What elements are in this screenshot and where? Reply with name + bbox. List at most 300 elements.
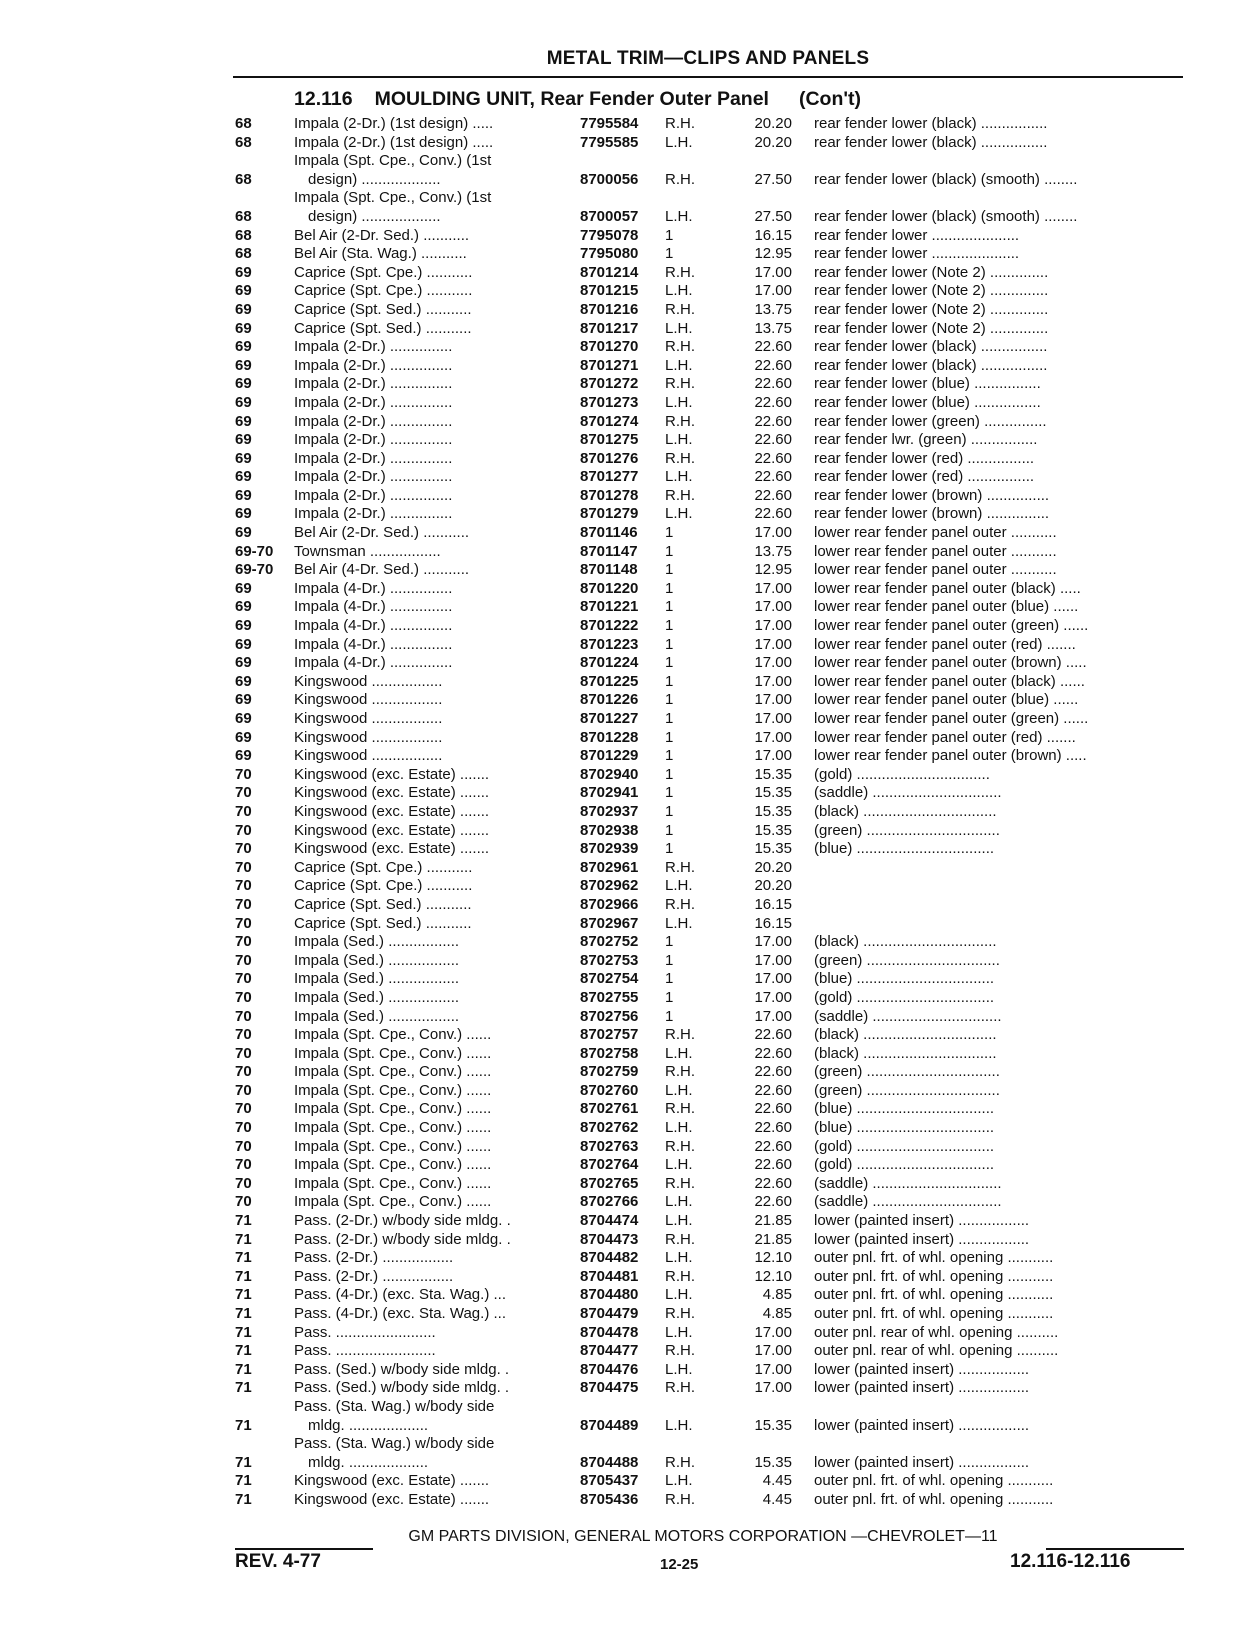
- table-row: [0, 1119, 1248, 1138]
- model-name-line: Kingswood .................: [294, 672, 443, 690]
- part-number: 8704482: [580, 1249, 639, 1267]
- part-description: rear fender lower (black) ................: [814, 133, 1048, 151]
- model-year: 69: [235, 505, 252, 523]
- part-number: 8704488: [580, 1453, 639, 1471]
- page-number: 12-25: [660, 1556, 699, 1573]
- side-or-qty: 1: [665, 988, 674, 1006]
- model-name-line: Impala (4-Dr.) ...............: [294, 635, 453, 653]
- model-year: 70: [235, 1081, 252, 1099]
- part-number: 8702753: [580, 951, 639, 969]
- part-description: (black) ................................: [814, 802, 997, 820]
- side-or-qty: R.H.: [665, 115, 695, 132]
- part-number: 8702967: [580, 914, 639, 932]
- table-row: [0, 859, 1248, 878]
- table-row: [0, 654, 1248, 673]
- table-row: [0, 1156, 1248, 1175]
- table-row: [0, 1138, 1248, 1157]
- part-number: 8702937: [580, 802, 639, 820]
- model-year: 69: [235, 375, 252, 393]
- part-number: 8701274: [580, 412, 639, 430]
- model-year: 69: [235, 486, 252, 504]
- price: 17.00: [754, 728, 792, 746]
- part-number: 8701225: [580, 672, 639, 690]
- model-name-continued: mldg. ...................: [308, 1453, 429, 1471]
- price: 12.95: [754, 245, 792, 263]
- table-row: [0, 1100, 1248, 1119]
- side-or-qty: L.H.: [665, 1360, 693, 1378]
- model-name-line: Impala (2-Dr.) ...............: [294, 338, 453, 356]
- part-description: outer pnl. frt. of whl. opening ...........: [814, 1249, 1054, 1267]
- table-row: [0, 673, 1248, 692]
- side-or-qty: R.H.: [665, 1342, 695, 1360]
- table-row: [0, 915, 1248, 934]
- table-row: [0, 1026, 1248, 1045]
- model-name-line: Kingswood (exc. Estate) .......: [294, 1472, 490, 1490]
- model-name-line: Kingswood .................: [294, 728, 443, 746]
- model-year: 68: [235, 170, 252, 188]
- model-name-line: Kingswood .................: [294, 691, 443, 709]
- model-name-line: Impala (2-Dr.) (1st design) .....: [294, 115, 494, 132]
- table-row: [0, 505, 1248, 524]
- part-description: rear fender lower (brown) ...............: [814, 486, 1050, 504]
- table-row: [0, 1398, 1248, 1435]
- model-year: 70: [235, 1007, 252, 1025]
- model-name: [294, 282, 558, 301]
- model-name-line: Impala (2-Dr.) ...............: [294, 431, 453, 449]
- part-description: (blue) .................................: [814, 1119, 995, 1137]
- model-name: [294, 450, 558, 469]
- part-description: lower (painted insert) .................: [814, 1360, 1030, 1378]
- table-row: [0, 264, 1248, 283]
- table-row: [0, 561, 1248, 580]
- part-number: 8704473: [580, 1230, 639, 1248]
- table-row: [0, 598, 1248, 617]
- model-name: [294, 1268, 558, 1287]
- model-year: 70: [235, 784, 252, 802]
- model-name-line: Townsman .................: [294, 542, 441, 560]
- table-row: [0, 357, 1248, 376]
- part-description: (black) ................................: [814, 1044, 997, 1062]
- part-description: outer pnl. rear of whl. opening ..........: [814, 1323, 1059, 1341]
- table-row: [0, 580, 1248, 599]
- table-row: [0, 1379, 1248, 1398]
- model-name: [294, 989, 558, 1008]
- side-or-qty: R.H.: [665, 1490, 695, 1508]
- price: 17.00: [754, 747, 792, 765]
- table-row: [0, 1193, 1248, 1212]
- model-name-line: Caprice (Spt. Cpe.) ...........: [294, 877, 473, 895]
- part-description: (saddle) ...............................: [814, 1174, 1002, 1192]
- model-name: [294, 710, 558, 729]
- side-or-qty: L.H.: [665, 1286, 693, 1304]
- part-number: 8702941: [580, 784, 639, 802]
- model-name: [294, 1379, 558, 1398]
- part-description: lower rear fender panel outer (blue) ......: [814, 598, 1079, 616]
- side-or-qty: R.H.: [665, 1305, 695, 1322]
- side-or-qty: 1: [665, 524, 674, 542]
- model-name-line: Bel Air (2-Dr. Sed.) ...........: [294, 226, 470, 244]
- model-year: 71: [235, 1342, 252, 1360]
- side-or-qty: L.H.: [665, 133, 693, 151]
- side-or-qty: 1: [665, 654, 674, 672]
- model-year: 68: [235, 115, 252, 132]
- model-year: 68: [235, 207, 252, 225]
- part-number: 8701228: [580, 728, 639, 746]
- model-year: 71: [235, 1212, 252, 1230]
- price: 22.60: [754, 505, 792, 523]
- side-or-qty: L.H.: [665, 356, 693, 374]
- price: 22.60: [754, 338, 792, 356]
- model-name-line: Caprice (Spt. Sed.) ...........: [294, 300, 472, 318]
- part-number: 8702757: [580, 1026, 639, 1044]
- part-number: 8702760: [580, 1081, 639, 1099]
- model-year: 70: [235, 1063, 252, 1081]
- model-name-line: Impala (4-Dr.) ...............: [294, 579, 453, 597]
- side-or-qty: R.H.: [665, 338, 695, 356]
- part-description: outer pnl. frt. of whl. opening ...........: [814, 1305, 1054, 1322]
- table-row: [0, 896, 1248, 915]
- side-or-qty: 1: [665, 598, 674, 616]
- model-name: [294, 561, 558, 580]
- part-number: 8704479: [580, 1305, 639, 1322]
- model-name: [294, 413, 558, 432]
- table-row: [0, 710, 1248, 729]
- part-number: 8702765: [580, 1174, 639, 1192]
- side-or-qty: 1: [665, 579, 674, 597]
- part-description: lower rear fender panel outer (black) .....: [814, 579, 1081, 597]
- price: 15.35: [754, 840, 792, 858]
- part-description: lower (painted insert) .................: [814, 1212, 1030, 1230]
- price: 17.00: [754, 672, 792, 690]
- model-name-line: Impala (4-Dr.) ...............: [294, 598, 453, 616]
- side-or-qty: R.H.: [665, 1379, 695, 1397]
- table-row: [0, 1175, 1248, 1194]
- table-row: [0, 375, 1248, 394]
- model-name-line: Impala (Spt. Cpe., Conv.) ......: [294, 1193, 492, 1211]
- model-name: [294, 859, 558, 878]
- price: 17.00: [754, 933, 792, 951]
- model-name: [294, 1063, 558, 1082]
- model-name-line: Kingswood (exc. Estate) .......: [294, 840, 490, 858]
- part-number: 8702939: [580, 840, 639, 858]
- part-description: outer pnl. rear of whl. opening ..........: [814, 1342, 1059, 1360]
- table-row: [0, 1305, 1248, 1324]
- price: 22.60: [754, 468, 792, 486]
- price: 22.60: [754, 1026, 792, 1044]
- model-name-line: Kingswood .................: [294, 747, 443, 765]
- model-name: [294, 1008, 558, 1027]
- model-year: 70: [235, 877, 252, 895]
- side-or-qty: R.H.: [665, 858, 695, 876]
- part-number: 8704476: [580, 1360, 639, 1378]
- part-number: 8701273: [580, 393, 639, 411]
- model-name-continued: design) ...................: [308, 170, 441, 188]
- model-year: 71: [235, 1490, 252, 1508]
- model-name-line: Impala (Spt. Cpe., Conv.) ......: [294, 1119, 492, 1137]
- table-row: [0, 338, 1248, 357]
- model-year: 69: [235, 672, 252, 690]
- model-name-line: Impala (Sed.) .................: [294, 933, 460, 951]
- part-number: 7795585: [580, 133, 639, 151]
- part-description: rear fender lower (green) ...............: [814, 412, 1047, 430]
- model-year: 71: [235, 1416, 252, 1434]
- table-row: [0, 766, 1248, 785]
- model-name-line: Impala (Sed.) .................: [294, 951, 460, 969]
- model-name-line: Pass. (2-Dr.) .................: [294, 1249, 454, 1267]
- part-number: 8702761: [580, 1100, 639, 1118]
- part-description: rear fender lower .....................: [814, 245, 1020, 263]
- price: 17.00: [754, 691, 792, 709]
- part-number: 8702966: [580, 895, 639, 913]
- model-name-line: Impala (Spt. Cpe., Conv.) ......: [294, 1026, 492, 1044]
- part-number: 8700056: [580, 170, 639, 188]
- price: 20.20: [754, 115, 792, 132]
- model-name: [294, 1491, 558, 1510]
- model-name: [294, 338, 558, 357]
- part-number: 8702759: [580, 1063, 639, 1081]
- side-or-qty: R.H.: [665, 170, 695, 188]
- model-name: [294, 1398, 558, 1435]
- model-year: 69: [235, 598, 252, 616]
- model-name-line: Impala (2-Dr.) ...............: [294, 393, 453, 411]
- part-number: 8704475: [580, 1379, 639, 1397]
- table-row: [0, 450, 1248, 469]
- part-description: lower (painted insert) .................: [814, 1230, 1030, 1248]
- table-row: [0, 1472, 1248, 1491]
- part-description: lower rear fender panel outer (green) ......: [814, 710, 1089, 727]
- part-description: lower rear fender panel outer (green) ......: [814, 617, 1089, 635]
- model-year: 69: [235, 524, 252, 542]
- section-heading: [294, 88, 861, 111]
- part-number: 7795584: [580, 115, 639, 132]
- part-number: 8704474: [580, 1212, 639, 1230]
- model-year: 69-70: [235, 561, 274, 579]
- model-name: [294, 1249, 558, 1268]
- table-row: [0, 431, 1248, 450]
- model-name: [294, 189, 558, 226]
- model-name-line: Bel Air (4-Dr. Sed.) ...........: [294, 561, 470, 579]
- model-name: [294, 1472, 558, 1491]
- model-name-line: Caprice (Spt. Sed.) ...........: [294, 895, 472, 913]
- section-name: MOULDING UNIT, Rear Fender Outer Panel: [374, 88, 769, 110]
- part-description: rear fender lower (Note 2) ..............: [814, 300, 1049, 318]
- model-name: [294, 784, 558, 803]
- model-year: 71: [235, 1305, 252, 1322]
- model-year: 70: [235, 821, 252, 839]
- model-name-line: Pass. ........................: [294, 1323, 436, 1341]
- table-row: [0, 115, 1248, 134]
- model-year: 69: [235, 728, 252, 746]
- price: 4.85: [762, 1305, 792, 1322]
- model-name-line: Impala (2-Dr.) ...............: [294, 412, 453, 430]
- part-description: lower rear fender panel outer (brown) .....: [814, 747, 1087, 765]
- model-year: 70: [235, 1044, 252, 1062]
- model-year: 69: [235, 635, 252, 653]
- model-name: [294, 970, 558, 989]
- side-or-qty: 1: [665, 561, 674, 579]
- part-number: 8701272: [580, 375, 639, 393]
- part-number: 8702962: [580, 877, 639, 895]
- model-name: [294, 691, 558, 710]
- price: 22.60: [754, 1100, 792, 1118]
- side-or-qty: L.H.: [665, 1156, 693, 1174]
- part-description: (saddle) ...............................: [814, 784, 1002, 802]
- model-name: [294, 673, 558, 692]
- model-name-continued: design) ...................: [308, 207, 441, 225]
- model-name-line: Impala (Spt. Cpe., Conv.) ......: [294, 1063, 492, 1081]
- part-description: rear fender lower (black) ................: [814, 356, 1048, 374]
- side-or-qty: 1: [665, 840, 674, 858]
- price: 22.60: [754, 1119, 792, 1137]
- model-year: 69: [235, 282, 252, 300]
- table-row: [0, 1008, 1248, 1027]
- model-year: 70: [235, 840, 252, 858]
- part-description: outer pnl. frt. of whl. opening ...........: [814, 1286, 1054, 1304]
- model-name-line: Pass. (2-Dr.) .................: [294, 1267, 454, 1285]
- table-row: [0, 1491, 1248, 1510]
- model-name-line: Pass. (4-Dr.) (exc. Sta. Wag.) ...: [294, 1305, 506, 1322]
- part-description: outer pnl. frt. of whl. opening ...........: [814, 1472, 1054, 1490]
- model-name: [294, 1286, 558, 1305]
- price: 21.85: [754, 1212, 792, 1230]
- part-number: 8701279: [580, 505, 639, 523]
- model-name-line: Kingswood (exc. Estate) .......: [294, 1490, 490, 1508]
- part-number: 8702763: [580, 1137, 639, 1155]
- table-row: [0, 134, 1248, 153]
- side-or-qty: R.H.: [665, 1174, 695, 1192]
- model-name-continued: mldg. ...................: [308, 1416, 429, 1434]
- model-name: [294, 803, 558, 822]
- model-name-line: Kingswood (exc. Estate) .......: [294, 821, 490, 839]
- side-or-qty: L.H.: [665, 1416, 693, 1434]
- price: 12.10: [754, 1249, 792, 1267]
- table-row: [0, 877, 1248, 896]
- model-year: 71: [235, 1472, 252, 1490]
- model-name: [294, 952, 558, 971]
- price: 13.75: [754, 542, 792, 560]
- price: 22.60: [754, 449, 792, 467]
- price: 12.95: [754, 561, 792, 579]
- section-range: 12.116-12.116: [1010, 1551, 1131, 1572]
- table-row: [0, 1324, 1248, 1343]
- model-year: 70: [235, 858, 252, 876]
- model-year: 69: [235, 412, 252, 430]
- part-number: 8701271: [580, 356, 639, 374]
- part-number: 8701147: [580, 542, 638, 560]
- part-number: 8701222: [580, 617, 639, 635]
- model-name: [294, 1119, 558, 1138]
- model-name-line: Impala (2-Dr.) ...............: [294, 375, 453, 393]
- part-description: lower rear fender panel outer ...........: [814, 561, 1057, 579]
- table-row: [0, 152, 1248, 189]
- model-name: [294, 431, 558, 450]
- model-name-line: Impala (2-Dr.) ...............: [294, 356, 453, 374]
- model-name-line: Impala (Sed.) .................: [294, 988, 460, 1006]
- side-or-qty: R.H.: [665, 1230, 695, 1248]
- price: 13.75: [754, 319, 792, 337]
- price: 15.35: [754, 821, 792, 839]
- model-name: [294, 1305, 558, 1324]
- price: 15.35: [754, 802, 792, 820]
- part-number: 8701214: [580, 263, 639, 281]
- table-row: [0, 747, 1248, 766]
- part-description: rear fender lower (black) (smooth) ........: [814, 170, 1078, 188]
- price: 22.60: [754, 1081, 792, 1099]
- price: 17.00: [754, 263, 792, 281]
- part-description: rear fender lower (Note 2) ..............: [814, 282, 1049, 300]
- side-or-qty: R.H.: [665, 1267, 695, 1285]
- part-description: rear fender lower (red) ................: [814, 449, 1035, 467]
- part-number: 8701220: [580, 579, 639, 597]
- model-year: 71: [235, 1360, 252, 1378]
- side-or-qty: R.H.: [665, 412, 695, 430]
- model-name-line: Impala (Spt. Cpe., Conv.) ......: [294, 1081, 492, 1099]
- model-name: [294, 524, 558, 543]
- part-description: rear fender lower (black) (smooth) ........: [814, 207, 1078, 225]
- footer-rule-right: [1046, 1548, 1184, 1550]
- model-name-line: Impala (Spt. Cpe., Conv.) (1st: [294, 152, 492, 170]
- page-title: METAL TRIM—CLIPS AND PANELS: [546, 48, 870, 69]
- model-name: [294, 598, 558, 617]
- model-year: 70: [235, 895, 252, 913]
- model-name: [294, 505, 558, 524]
- model-name: [294, 487, 558, 506]
- model-name-line: Impala (Sed.) .................: [294, 970, 460, 988]
- part-number: 8704477: [580, 1342, 639, 1360]
- price: 22.60: [754, 486, 792, 504]
- model-year: 70: [235, 1174, 252, 1192]
- part-description: (saddle) ...............................: [814, 1193, 1002, 1211]
- model-year: 71: [235, 1249, 252, 1267]
- model-year: 69: [235, 468, 252, 486]
- part-description: (blue) .................................: [814, 970, 995, 988]
- side-or-qty: L.H.: [665, 1193, 693, 1211]
- part-description: outer pnl. frt. of whl. opening ...........: [814, 1490, 1054, 1508]
- side-or-qty: R.H.: [665, 486, 695, 504]
- side-or-qty: 1: [665, 1007, 674, 1025]
- price: 16.15: [754, 226, 792, 244]
- model-name-line: Pass. (2-Dr.) w/body side mldg. .: [294, 1230, 511, 1248]
- part-number: 8701277: [580, 468, 639, 486]
- table-row: [0, 840, 1248, 859]
- model-year: 71: [235, 1286, 252, 1304]
- price: 15.35: [754, 765, 792, 783]
- price: 17.00: [754, 579, 792, 597]
- model-name-line: Bel Air (Sta. Wag.) ...........: [294, 245, 467, 263]
- side-or-qty: L.H.: [665, 1249, 693, 1267]
- part-description: lower rear fender panel outer (red) .......: [814, 728, 1076, 746]
- table-row: [0, 1082, 1248, 1101]
- side-or-qty: 1: [665, 226, 674, 244]
- parts-list: [0, 115, 1248, 1510]
- side-or-qty: R.H.: [665, 1100, 695, 1118]
- part-description: lower rear fender panel outer (brown) .....: [814, 654, 1087, 672]
- model-year: 69: [235, 747, 252, 765]
- part-number: 8704478: [580, 1323, 639, 1341]
- model-name: [294, 1212, 558, 1231]
- part-number: 8701276: [580, 449, 639, 467]
- table-row: [0, 1212, 1248, 1231]
- model-name: [294, 896, 558, 915]
- table-row: [0, 952, 1248, 971]
- side-or-qty: R.H.: [665, 375, 695, 393]
- table-row: [0, 1063, 1248, 1082]
- footer-rule-left: [235, 1548, 373, 1550]
- price: 17.00: [754, 524, 792, 542]
- part-number: 8702940: [580, 765, 639, 783]
- model-name-line: Kingswood (exc. Estate) .......: [294, 784, 490, 802]
- table-row: [0, 636, 1248, 655]
